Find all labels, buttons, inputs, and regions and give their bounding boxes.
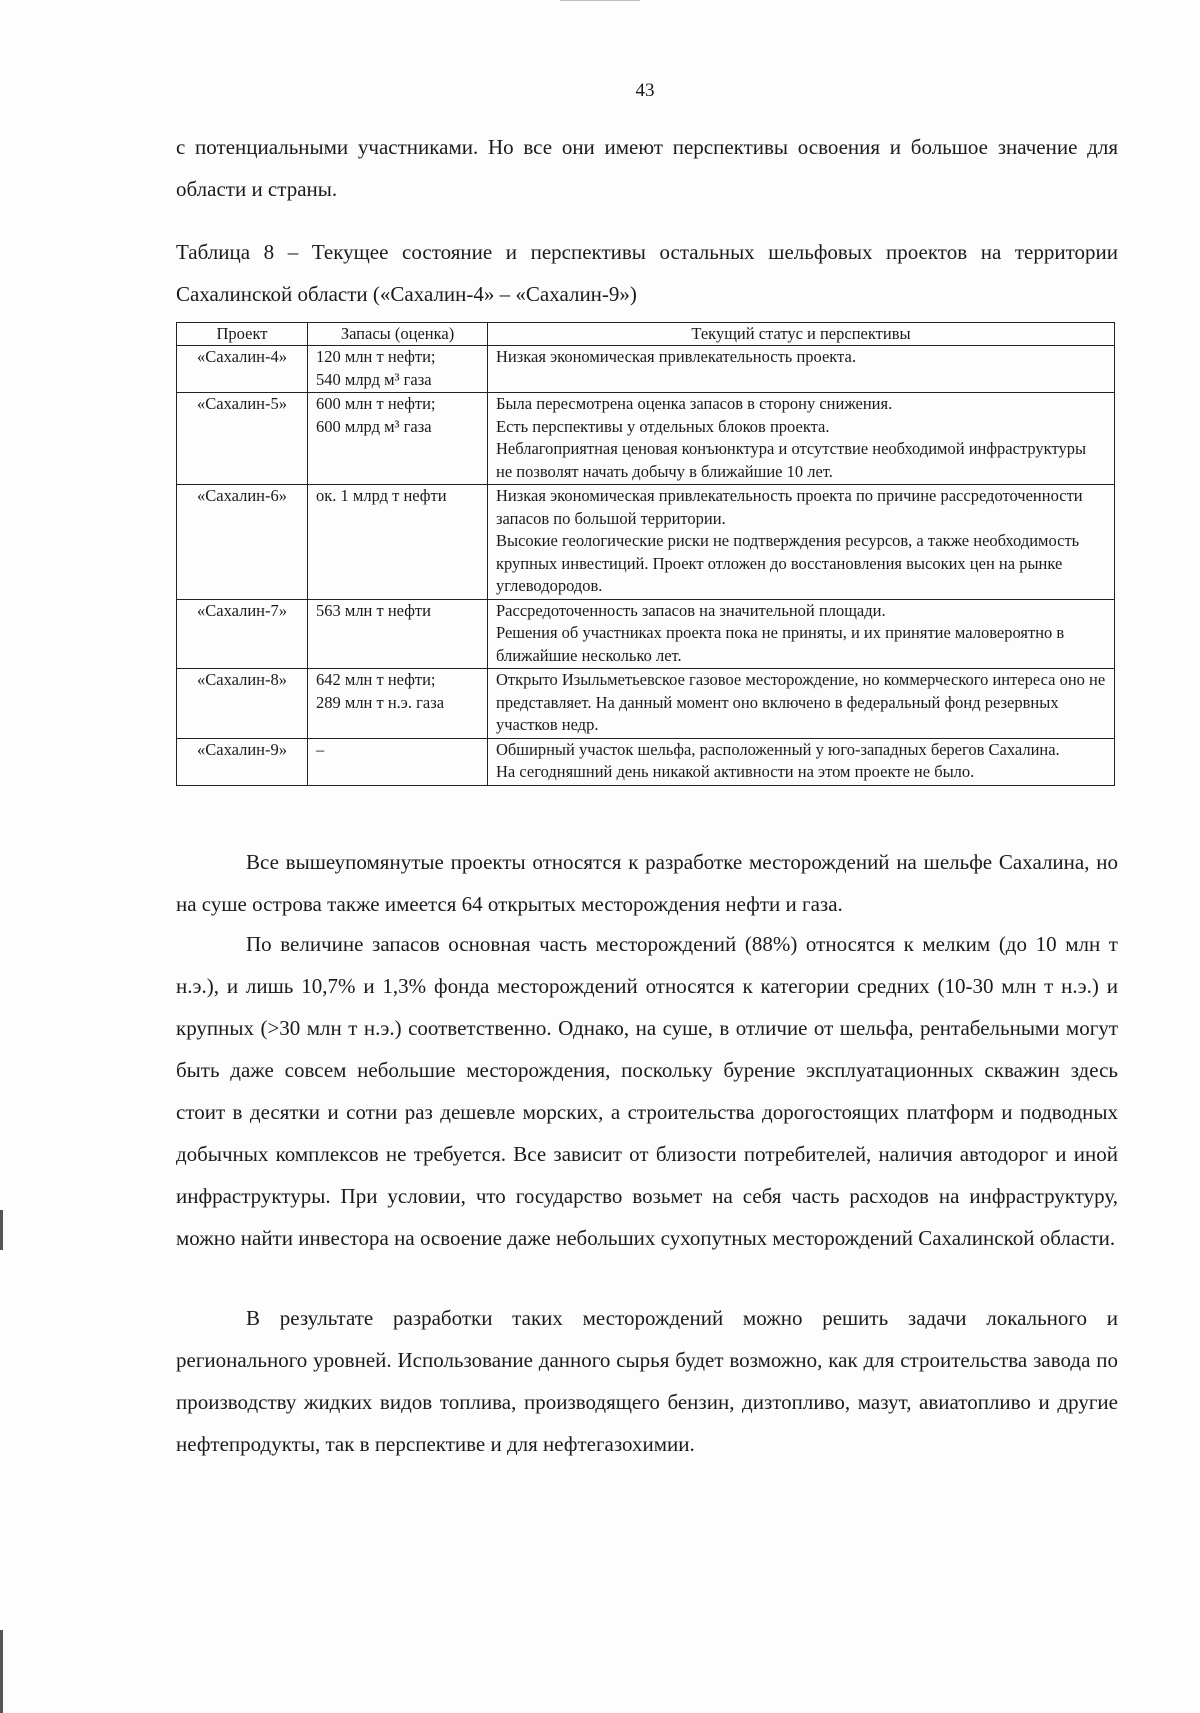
cell-project: «Сахалин-5» [177,393,308,485]
table-caption: Таблица 8 – Текущее состояние и перспективы остальных шельфовых проектов на территории Сахалинской области («Сахалин-4» – «Сахалин-9») [176,240,1118,306]
table-header-row [177,323,1115,346]
cell-project: «Сахалин-9» [177,738,308,785]
reserves-line: 600 млрд м³ газа [316,416,432,436]
paragraph-continued: с потенциальными участниками. Но все они имеют перспективы освоения и большое значение для области и страны. [176,135,1118,201]
cell-project: «Сахалин-8» [177,669,308,739]
status-line: На сегодняшний день никакой активности на этом проекте не было. [496,762,975,781]
table-row [177,393,1115,485]
scan-artifact [560,0,640,4]
reserves-line: 563 млн т нефти [316,600,431,620]
status-line: Неблагоприятная ценовая конъюнктура и отсутствие необходимой инфраструктуры не позволят начать добычу в ближайшие 10 лет. [496,439,1087,481]
header-status: Текущий статус и перспективы [488,323,1115,346]
status-line: Низкая экономическая привлекательность проекта. [496,347,856,366]
paragraph: Все вышеупомянутые проекты относятся к разработке месторождений на шельфе Сахалина, но на суше острова также имеется 64 открытых месторождения нефти и газа. [176,850,1118,916]
reserves-line: ок. 1 млрд т нефти [316,486,447,505]
table-row [177,485,1115,600]
shelf-projects-table [176,322,1115,786]
scan-edge-mark [0,1210,3,1250]
cell-reserves [308,346,488,393]
cell-status [488,346,1115,393]
cell-project: «Сахалин-4» [177,346,308,393]
reserves-line: 600 млн т нефти; [316,394,436,413]
cell-status [488,485,1115,600]
cell-reserves [308,485,488,600]
cell-project: «Сахалин-6» [177,485,308,600]
status-line: Обширный участок шельфа, расположенный у юго-западных берегов Сахалина. [496,739,1060,759]
status-line: Низкая экономическая привлекательность проекта по причине рассредоточенности запасов по большой территории. [496,486,1083,528]
reserves-line: 289 млн т н.э. газа [316,692,445,712]
table-row [177,599,1115,669]
scan-edge-mark [0,1630,3,1713]
header-project: Проект [177,323,308,346]
paragraph: По величине запасов основная часть месторождений (88%) относятся к мелким (до 10 млн т н.э.), и лишь 10,7% и 1,3% фонда месторождений относятся к категории средних (10-30 млн т н.э.) и крупных (>30 млн т н.э.) соответственно. Однако, на суше, в отличие от шельфа, рентабельными могут быть даже совсем небольшие месторождения, поскольку бурение эксплуатационных скважин здесь стоит в десятки и сотни раз дешевле морских, а строительства дорогостоящих платформ и подводных добычных комплексов не требуется. Все зависит от близости потребителей, наличия автодорог и иной инфраструктуры. При условии, что государство возьмет на себя часть расходов на инфраструктуру, можно найти инвестора на освоение даже небольших сухопутных месторождений Сахалинской области. [176,932,1118,1250]
reserves-line: 642 млн т нефти; [316,670,436,689]
cell-status [488,669,1115,739]
cell-reserves [308,599,488,669]
cell-project: «Сахалин-7» [177,599,308,669]
table-row [177,738,1115,785]
reserves-line: – [316,739,325,759]
status-line: Есть перспективы у отдельных блоков проекта. [496,416,830,436]
page-number: 43 [635,80,655,101]
status-line: Высокие геологические риски не подтверждения ресурсов, а также необходимость крупных инвестиций. Проект отложен до восстановления высоких цен на рынке углеводородов. [496,531,1080,595]
status-line: Решения об участниках проекта пока не приняты, и их принятие маловероятно в ближайшие несколько лет. [496,623,1065,665]
table-row [177,669,1115,739]
cell-status [488,738,1115,785]
cell-reserves [308,669,488,739]
cell-reserves [308,738,488,785]
cell-reserves [308,393,488,485]
cell-status [488,393,1115,485]
table-row [177,346,1115,393]
reserves-line: 540 млрд м³ газа [316,369,432,389]
status-line: Была пересмотрена оценка запасов в сторону снижения. [496,394,893,413]
paragraph: В результате разработки таких месторождений можно решить задачи локального и регионального уровней. Использование данного сырья будет возможно, как для строительства завода по производству жидких видов топлива, производящего бензин, дизтопливо, мазут, авиатопливо и другие нефтепродукты, так в перспективе и для нефтегазохимии. [176,1306,1118,1456]
header-reserves: Запасы (оценка) [308,323,488,346]
cell-status [488,599,1115,669]
status-line: Открыто Изыльметьевское газовое месторождение, но коммерческого интереса оно не представляет. На данный момент оно включено в федеральный фонд резервных участков недр. [496,670,1106,734]
reserves-line: 120 млн т нефти; [316,347,436,366]
status-line: Рассредоточенность запасов на значительной площади. [496,600,886,620]
